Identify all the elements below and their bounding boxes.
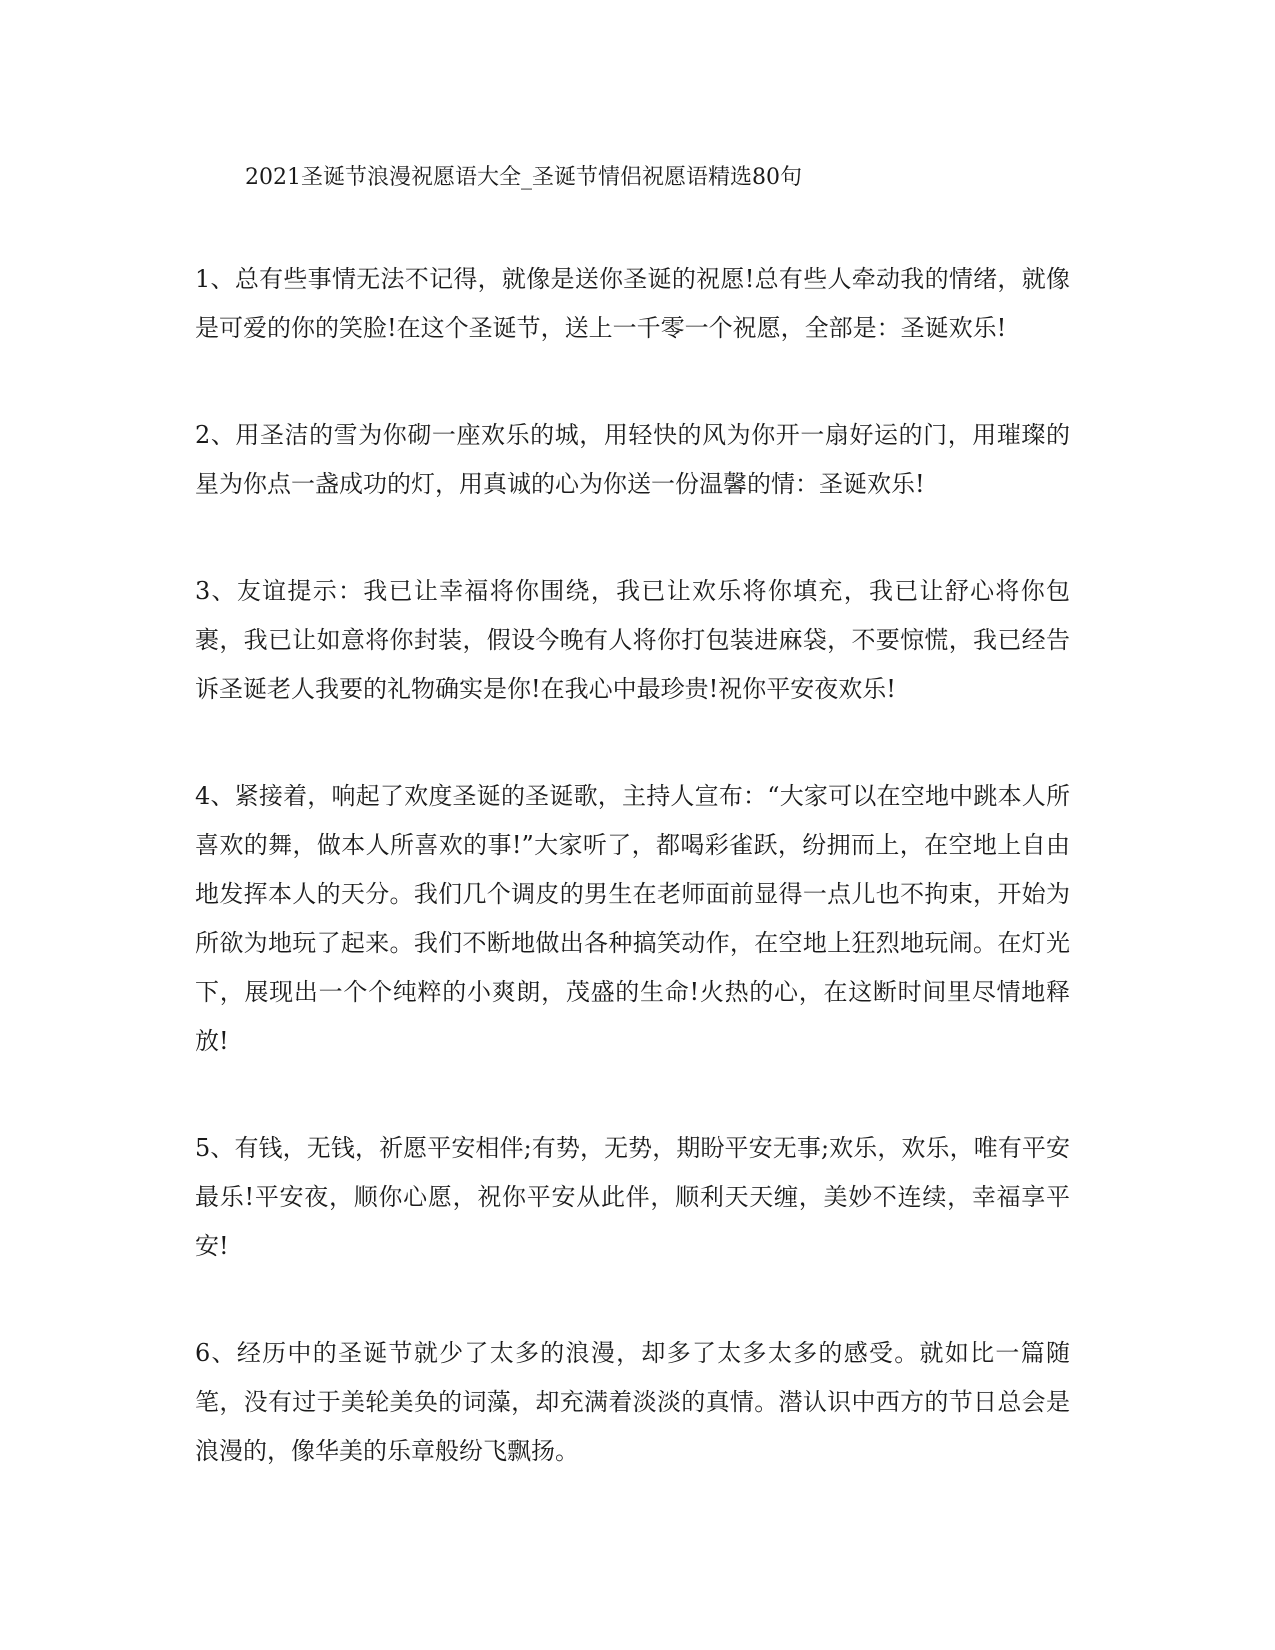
paragraph-1: 1、总有些事情无法不记得，就像是送你圣诞的祝愿!总有些人牵动我的情绪，就像是可爱的你的笑脸!在这个圣诞节，送上一千零一个祝愿，全部是：圣诞欢乐! [195, 265, 1070, 342]
paragraph-5: 5、有钱，无钱，祈愿平安相伴;有势，无势，期盼平安无事;欢乐，欢乐，唯有平安最乐!平安夜，顺你心愿，祝你平安从此伴，顺利天天缠，美妙不连续，幸福享平安! [195, 1134, 1070, 1260]
document-title: 2021圣诞节浪漫祝愿语大全_圣诞节情侣祝愿语精选80句 [245, 165, 802, 190]
paragraph-6: 6、经历中的圣诞节就少了太多的浪漫，却多了太多太多的感受。就如比一篇随笔，没有过于美轮美奂的词藻，却充满着淡淡的真情。潜认识中西方的节日总会是浪漫的，像华美的乐章般纷飞飘扬。 [195, 1339, 1070, 1465]
document-body [195, 255, 1070, 1534]
paragraph-2: 2、用圣洁的雪为你砌一座欢乐的城，用轻快的风为你开一扇好运的门，用璀璨的星为你点一盏成功的灯，用真诚的心为你送一份温馨的情：圣诞欢乐! [195, 421, 1070, 498]
paragraph-3: 3、友谊提示：我已让幸福将你围绕，我已让欢乐将你填充，我已让舒心将你包裹，我已让如意将你封装，假设今晚有人将你打包装进麻袋，不要惊慌，我已经告诉圣诞老人我要的礼物确实是你!在我心中最珍贵!祝你平安夜欢乐! [195, 577, 1070, 703]
paragraph-4: 4、紧接着，响起了欢度圣诞的圣诞歌，主持人宣布：“大家可以在空地中跳本人所喜欢的舞，做本人所喜欢的事!”大家听了，都喝彩雀跃，纷拥而上，在空地上自由地发挥本人的天分。我们几个调皮的男生在老师面前显得一点儿也不拘束，开始为所欲为地玩了起来。我们不断地做出各种搞笑动作，在空地上狂烈地玩闹。在灯光下，展现出一个个纯粹的小爽朗，茂盛的生命!火热的心，在这断时间里尽情地释放! [195, 782, 1070, 1055]
